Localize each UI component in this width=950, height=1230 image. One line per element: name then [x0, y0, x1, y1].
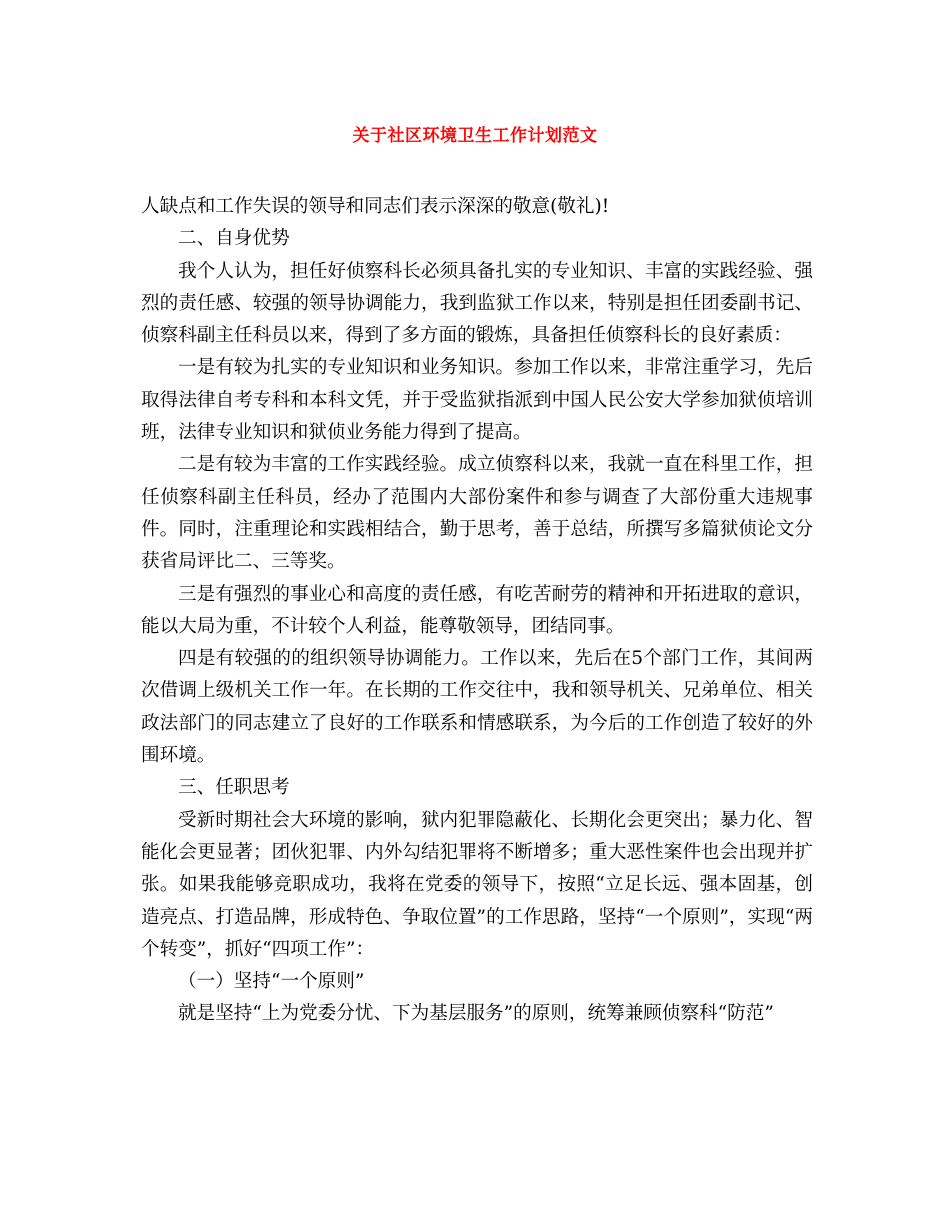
document-body	[141, 191, 813, 1031]
section-heading: 二、自身优势	[178, 228, 290, 250]
paragraph: 三是有强烈的事业心和高度的责任感，有吃苦耐劳的精神和开拓进取的意识，能以大局为重，不计较个人利益，能尊敬领导，团结同事。	[141, 583, 813, 637]
paragraph: 就是坚持“上为党委分忧、下为基层服务”的原则，统筹兼顾侦察科“防范”	[178, 1003, 774, 1025]
paragraph: 我个人认为，担任好侦察科长必须具备扎实的专业知识、丰富的实践经验、强烈的责任感、较强的领导协调能力，我到监狱工作以来，特别是担任团委副书记、侦察科副主任科员以来，得到了多方面的锻炼，具备担任侦察科长的良好素质：	[141, 260, 813, 347]
paragraph: 人缺点和工作失误的领导和同志们表示深深的敬意(敬礼)!	[141, 196, 610, 217]
document-title: 关于社区环境卫生工作计划范文	[352, 126, 598, 146]
paragraph: 一是有较为扎实的专业知识和业务知识。参加工作以来，非常注重学习，先后取得法律自考专科和本科文凭，并于受监狱指派到中国人民公安大学参加狱侦培训班，法律专业知识和狱侦业务能力得到了提高。	[141, 357, 813, 444]
paragraph: 受新时期社会大环境的影响，狱内犯罪隐蔽化、长期化会更突出；暴力化、智能化会更显著；团伙犯罪、内外勾结犯罪将不断增多；重大恶性案件也会出现并扩张。如果我能够竞职成功，我将在党委的领导下，按照“立足长远、强本固基，创造亮点、打造品牌，形成特色、争取位置”的工作思路，坚持“一个原则”，实现“两个转变”，抓好“四项工作”：	[141, 809, 813, 960]
subsection-heading: （一）坚持“一个原则”	[178, 971, 365, 993]
section-heading: 三、任职思考	[178, 777, 290, 799]
paragraph: 二是有较为丰富的工作实践经验。成立侦察科以来，我就一直在科里工作，担任侦察科副主任科员，经办了范围内大部份案件和参与调查了大部份重大违规事件。同时，注重理论和实践相结合，勤于思考，善于总结，所撰写多篇狱侦论文分获省局评比二、三等奖。	[141, 454, 813, 573]
paragraph: 四是有较强的的组织领导协调能力。工作以来，先后在5个部门工作，其间两次借调上级机关工作一年。在长期的工作交往中，我和领导机关、兄弟单位、相关政法部门的同志建立了良好的工作联系和情感联系，为今后的工作创造了较好的外围环境。	[141, 648, 813, 767]
